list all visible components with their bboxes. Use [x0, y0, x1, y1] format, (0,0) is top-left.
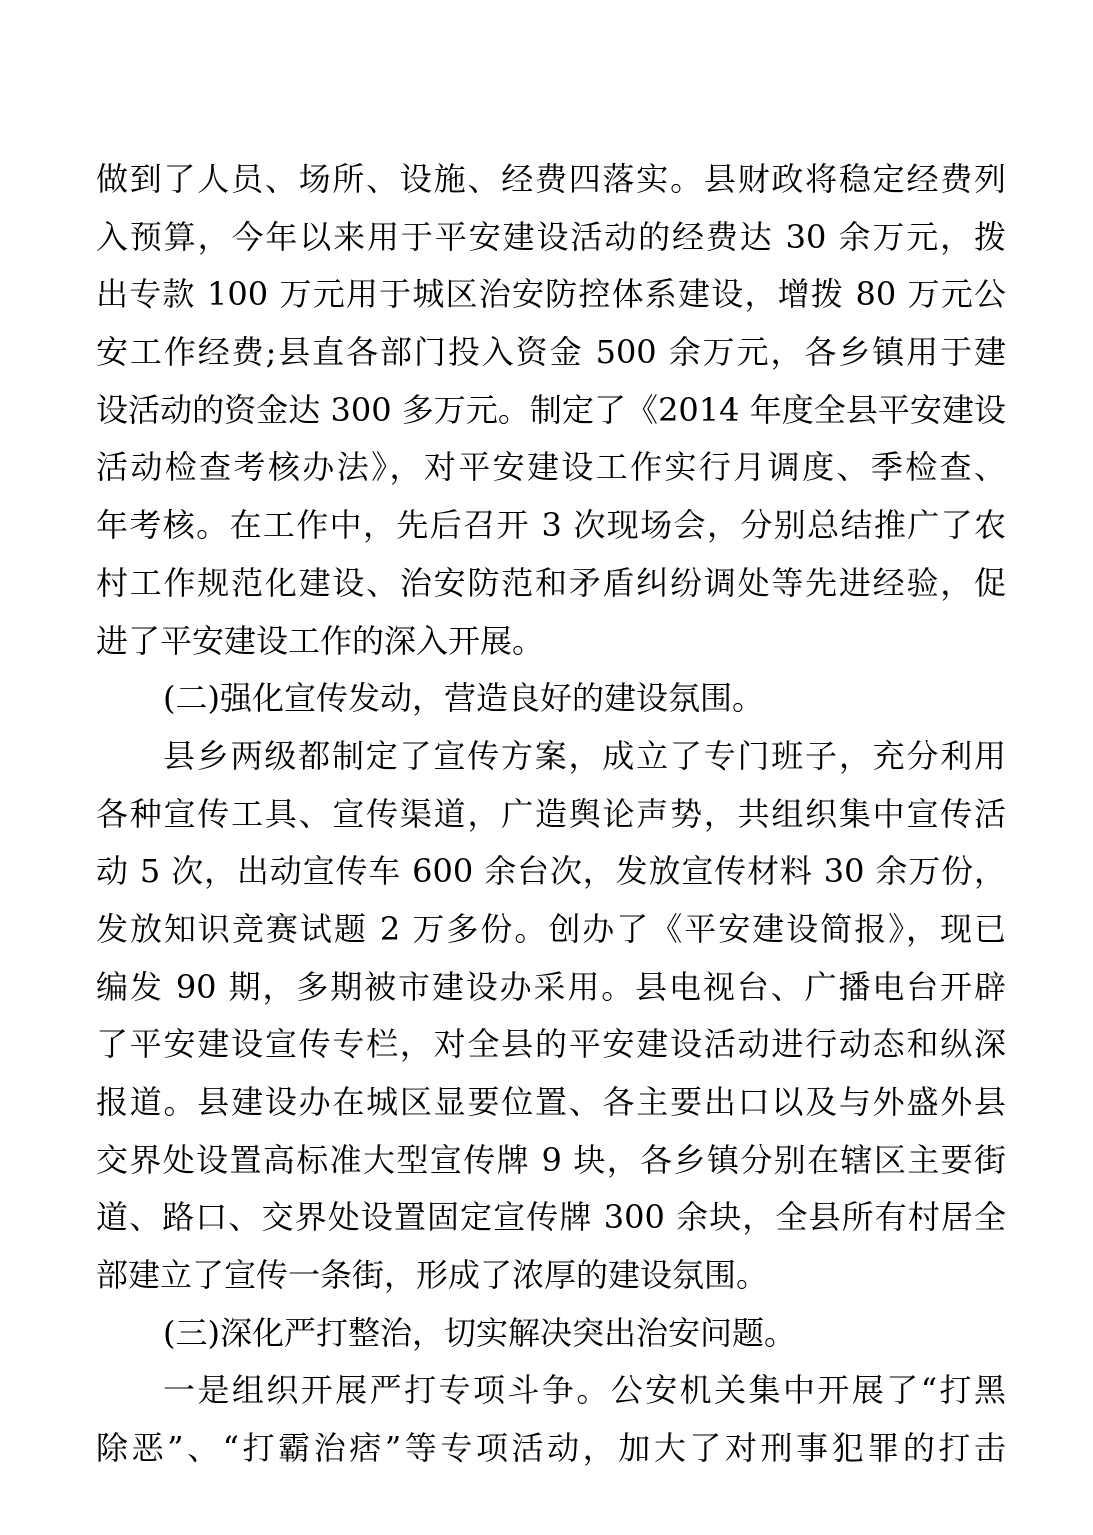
- text-line: 除恶”、“打霸治痞”等专项活动，加大了对刑事犯罪的打击: [96, 1429, 1006, 1468]
- text-line: 发放知识竞赛试题 2 万多份。创办了《平安建设简报》，现已: [96, 909, 1006, 948]
- text-line: 报道。县建设办在城区显要位置、各主要出口以及与外盛外县: [96, 1083, 1006, 1121]
- text-line: 安工作经费;县直各部门投入资金 500 余万元，各乡镇用于建: [96, 333, 1006, 372]
- document-body: [96, 151, 1006, 1478]
- text-line: 交界处设置高标准大型宣传牌 9 块，各乡镇分别在辖区主要街: [96, 1140, 1006, 1179]
- text-line: 一是组织开展严打专项斗争。公安机关集中开展了“打黑: [163, 1371, 1006, 1410]
- text-line: 年考核。在工作中，先后召开 3 次现场会，分别总结推广了农: [96, 506, 1006, 545]
- text-line: (二)强化宣传发动，营造良好的建设氛围。: [163, 679, 764, 718]
- text-line: 活动检查考核办法》，对平安建设工作实行月调度、季检查、: [96, 448, 1006, 487]
- text-line: 动 5 次，出动宣传车 600 余台次，发放宣传材料 30 余万份，: [96, 852, 1006, 891]
- text-line: (三)深化严打整治，切实解决突出治安问题。: [163, 1313, 796, 1352]
- text-line: 部建立了宣传一条街，形成了浓厚的建设氛围。: [96, 1256, 769, 1295]
- text-line: 了平安建设宣传专栏，对全县的平安建设活动进行动态和纵深: [96, 1025, 1006, 1064]
- text-line: 进了平安建设工作的深入开展。: [96, 621, 545, 660]
- text-line: 县乡两级都制定了宣传方案，成立了专门班子，充分利用: [163, 736, 1006, 775]
- text-line: 出专款 100 万元用于城区治安防控体系建设，增拨 80 万元公: [96, 275, 1006, 314]
- text-line: 村工作规范化建设、治安防范和矛盾纠纷调处等先进经验，促: [96, 563, 1006, 602]
- text-line: 设活动的资金达 300 多万元。制定了《2014 年度全县平安建设: [96, 390, 1006, 429]
- text-line: 编发 90 期，多期被市建设办采用。县电视台、广播电台开辟: [96, 967, 1006, 1006]
- text-line: 道、路口、交界处设置固定宣传牌 300 余块，全县所有村居全: [96, 1198, 1006, 1237]
- text-line: 入预算，今年以来用于平安建设活动的经费达 30 余万元，拨: [96, 217, 1006, 256]
- text-line: 各种宣传工具、宣传渠道，广造舆论声势，共组织集中宣传活: [96, 794, 1006, 833]
- text-line: 做到了人员、场所、设施、经费四落实。县财政将稳定经费列: [96, 160, 1006, 198]
